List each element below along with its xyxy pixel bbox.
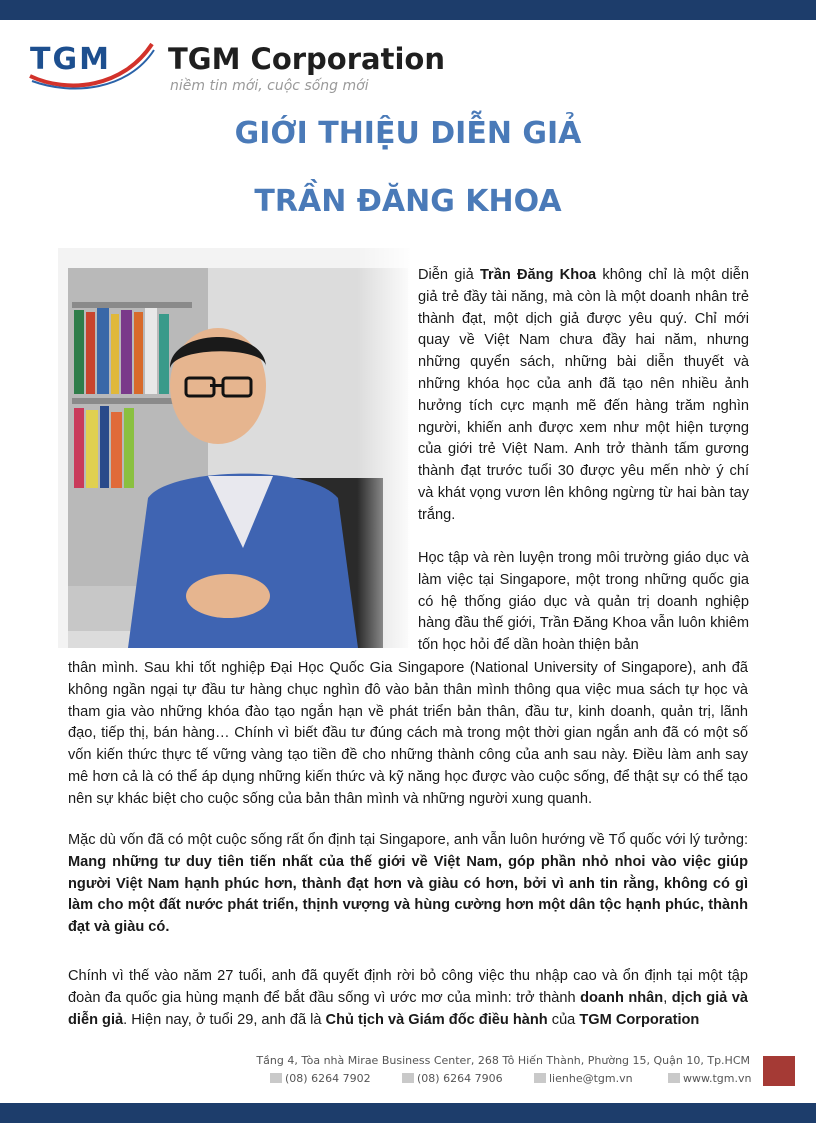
bottom-band	[0, 1103, 816, 1123]
page-title-line1: GIỚI THIỆU DIỄN GIẢ	[234, 116, 582, 151]
email-icon	[534, 1073, 546, 1083]
speaker-photo	[58, 248, 410, 648]
globe-icon	[668, 1073, 680, 1083]
ideal-paragraph: Mặc dù vốn đã có một cuộc sống rất ổn định tại Singapore, anh vẫn luôn hướng về Tổ quốc với lý tưởng: Mang những tư duy tiên tiến nhất của thế giới về Việt Nam, góp phần nhỏ nhoi vào việc giúp người Việt Nam hạnh phúc hơn, thành đạt hơn và giàu có hơn, bởi vì anh tin rằng, không có gì làm cho một đất nước phát triển, thịnh vượng và hùng cường hơn một dân tộc hạnh phúc, thành đạt và giàu có.	[68, 832, 748, 936]
phone-icon	[270, 1073, 282, 1083]
company-slogan: niềm tin mới, cuộc sống mới	[170, 78, 369, 94]
page-title-line2: TRẦN ĐĂNG KHOA	[254, 184, 562, 219]
top-band	[0, 0, 816, 20]
fax-icon	[402, 1073, 414, 1083]
company-logo	[28, 36, 448, 100]
education-paragraph-side: Học tập và rèn luyện trong môi trường giáo dục và làm việc tại Singapore, một trong những quốc gia có hệ thống giáo dục và quản trị doanh nghiệp hàng đầu thế giới, Trần Đăng Khoa vẫn luôn khiêm tốn học hỏi để dần hoàn thiện bản	[418, 550, 749, 654]
logo-letters: TGM	[30, 42, 111, 77]
page-footer	[60, 1052, 800, 1098]
footer-address: Tầng 4, Tòa nhà Mirae Business Center, 268 Tô Hiến Thành, Phường 15, Quận 10, Tp.HCM	[256, 1054, 750, 1067]
footer-email[interactable]: lienhe@tgm.vn	[534, 1072, 633, 1085]
footer-accent-square	[763, 1056, 795, 1086]
footer-fax: (08) 6264 7906	[402, 1072, 503, 1085]
education-paragraph-continued: thân mình. Sau khi tốt nghiệp Đại Học Quốc Gia Singapore (National University of Singapore), anh đã không ngần ngại tự đầu tư hàng chục nghìn đô vào bản thân mình thông qua việc mua sách tự học và tham gia vào những khóa đào tạo ngắn hạn về phát triển bản thân, đầu tư, kinh doanh, quản trị, lãnh đạo, tiếp thị, bán hàng… Chính vì biết đầu tư đúng cách mà trong một thời gian ngắn anh đã có một số vốn kiến thức thực tế vững vàng tạo tiền đề cho những thành công của anh sau này. Điều làm anh say mê hơn cả là có thể áp dụng những kiến thức và kỹ năng học được vào cuộc sống, để thật sự có thể tạo nên sự khác biệt cho cuộc sống của bản thân mình và những người xung quanh.	[68, 660, 748, 807]
footer-phone: (08) 6264 7902	[270, 1072, 371, 1085]
footer-website[interactable]: www.tgm.vn	[668, 1072, 751, 1085]
intro-paragraph: Diễn giả Trần Đăng Khoa không chỉ là một diễn giả trẻ đầy tài năng, mà còn là một doanh nhân trẻ thành đạt, một dịch giả được yêu quý. Chỉ mới quay về Việt Nam chưa đầy hai năm, nhưng những quyển sách, những bài diễn thuyết và những khóa học của anh đã tạo nên nhiều ảnh hưởng tích cực mạnh mẽ đến hàng trăm nghìn người, khiến anh được xem như một hiện tượng của giới trẻ Việt Nam. Anh trở thành tấm gương thành đạt trước tuổi 30 được yêu mến nhờ ý chí và khát vọng vươn lên không ngừng từ hai bàn tay trắng.	[418, 267, 749, 523]
career-paragraph: Chính vì thế vào năm 27 tuổi, anh đã quyết định rời bỏ công việc thu nhập cao và ổn định tại một tập đoàn đa quốc gia hùng mạnh để bắt đầu sống vì ước mơ của mình: trở thành doanh nhân, dịch giả và diễn giả. Hiện nay, ở tuổi 29, anh đã là Chủ tịch và Giám đốc điều hành của TGM Corporation	[68, 968, 748, 1028]
speaker-name: Trần Đăng Khoa	[479, 267, 597, 283]
company-name: TGM Corporation	[168, 42, 445, 76]
ideal-statement: Mang những tư duy tiên tiến nhất của thế giới về Việt Nam, góp phần nhỏ nhoi vào việc giúp người Việt Nam hạnh phúc hơn, thành đạt hơn và giàu có hơn, bởi vì anh tin rằng, không có gì làm cho một đất nước phát triển, thịnh vượng và hùng cường hơn một dân tộc hạnh phúc, thành đạt và giàu có.	[68, 853, 748, 936]
